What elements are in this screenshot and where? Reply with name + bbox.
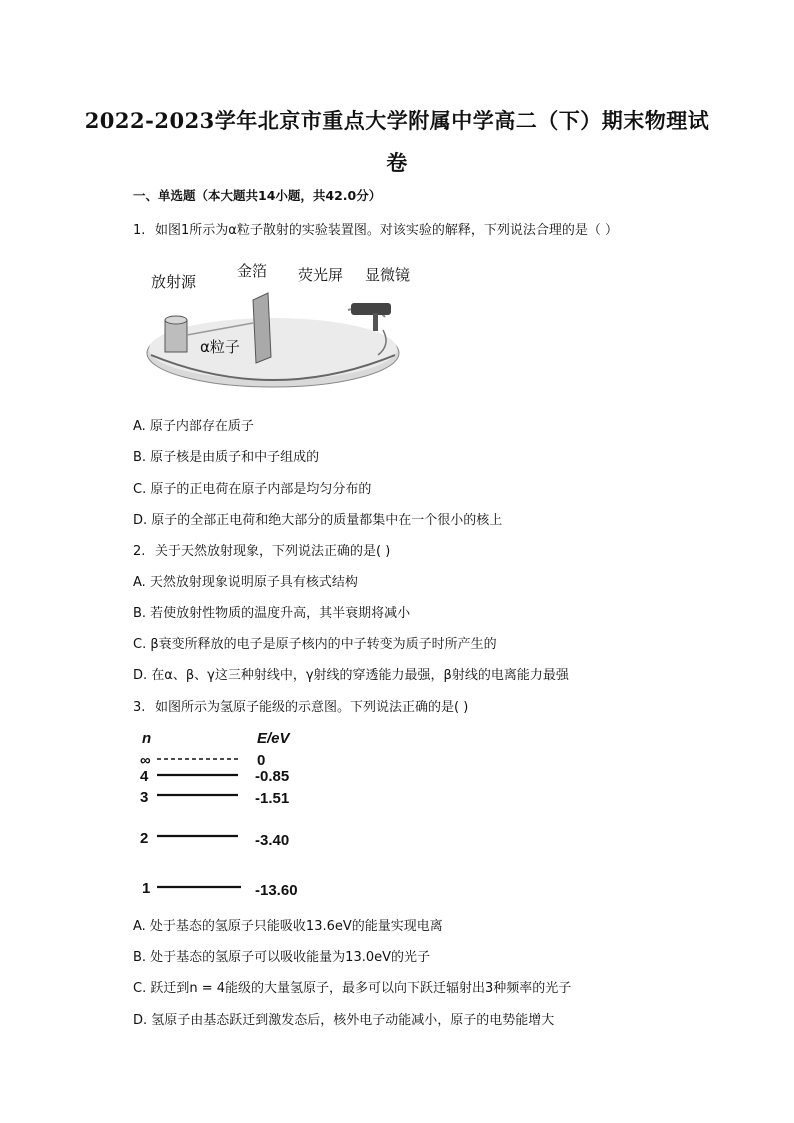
- level-n-label: 1: [142, 880, 151, 897]
- alpha-scattering-apparatus-figure: [143, 255, 411, 405]
- question-number: 1.: [133, 223, 146, 238]
- question-2-option-c: C. β衰变所释放的电子是原子核内的中子转变为质子时所产生的: [133, 637, 497, 652]
- question-2-option-a: A. 天然放射现象说明原子具有核式结构: [133, 575, 358, 590]
- question-3-option-b: B. 处于基态的氢原子可以吸收能量为13.0eV的光子: [133, 950, 431, 965]
- n-axis-header: n: [142, 730, 152, 747]
- level-n-label: ∞: [140, 752, 151, 769]
- question-text: 如图1所示为α粒子散射的实验装置图。对该实验的解释，下列说法合理的是（ ）: [155, 223, 618, 238]
- question-1-stem: [133, 219, 618, 238]
- question-1-option-b: B. 原子核是由质子和中子组成的: [133, 450, 320, 465]
- level-energy-label: -0.85: [255, 768, 290, 785]
- question-3-option-a: A. 处于基态的氢原子只能吸收13.6eV的能量实现电离: [133, 919, 443, 934]
- question-3-stem: [133, 696, 468, 715]
- level-energy-label: 0: [257, 752, 266, 769]
- label-alpha-particle: α粒子: [200, 338, 240, 356]
- question-number: 2.: [133, 544, 146, 559]
- label-microscope: 显微镜: [365, 266, 411, 284]
- question-2-option-b: B. 若使放射性物质的温度升高，其半衰期将减小: [133, 606, 411, 621]
- level-energy-label: -13.60: [255, 882, 298, 899]
- level-energy-label: -3.40: [255, 832, 290, 849]
- question-text: 如图所示为氢原子能级的示意图。下列说法正确的是( ): [155, 700, 469, 715]
- label-screen: 荧光屏: [298, 266, 344, 284]
- level-energy-label: -1.51: [255, 790, 290, 807]
- question-2-stem: [133, 540, 390, 559]
- level-n-label: 2: [140, 830, 149, 847]
- level-n-label: 4: [140, 768, 149, 785]
- question-text: 关于天然放射现象，下列说法正确的是( ): [155, 544, 391, 559]
- level-n-label: 3: [140, 789, 149, 806]
- energy-axis-header: E/eV: [257, 730, 290, 747]
- question-2-option-d: D. 在α、β、γ这三种射线中，γ射线的穿透能力最强，β射线的电离能力最强: [133, 668, 569, 683]
- question-1-option-c: C. 原子的正电荷在原子内部是均匀分布的: [133, 482, 372, 497]
- question-1-option-d: D. 原子的全部正电荷和绝大部分的质量都集中在一个很小的核上: [133, 513, 503, 528]
- hydrogen-energy-level-diagram: [130, 725, 330, 900]
- question-3-option-c: C. 跃迁到n = 4能级的大量氢原子，最多可以向下跃迁辐射出3种频率的光子: [133, 981, 572, 996]
- question-3-option-d: D. 氢原子由基态跃迁到激发态后，核外电子动能减小，原子的电势能增大: [133, 1013, 555, 1028]
- question-number: 3.: [133, 700, 146, 715]
- question-1-option-a: A. 原子内部存在质子: [133, 419, 254, 434]
- exam-title-line-1: 2022-2023学年北京市重点大学附属中学高二（下）期末物理试: [84, 108, 710, 133]
- exam-title-line-2: 卷: [386, 150, 408, 175]
- section-heading: 一、单选题（本大题共14小题，共42.0分）: [133, 188, 382, 203]
- label-source: 放射源: [151, 273, 197, 291]
- label-foil: 金箔: [237, 262, 268, 280]
